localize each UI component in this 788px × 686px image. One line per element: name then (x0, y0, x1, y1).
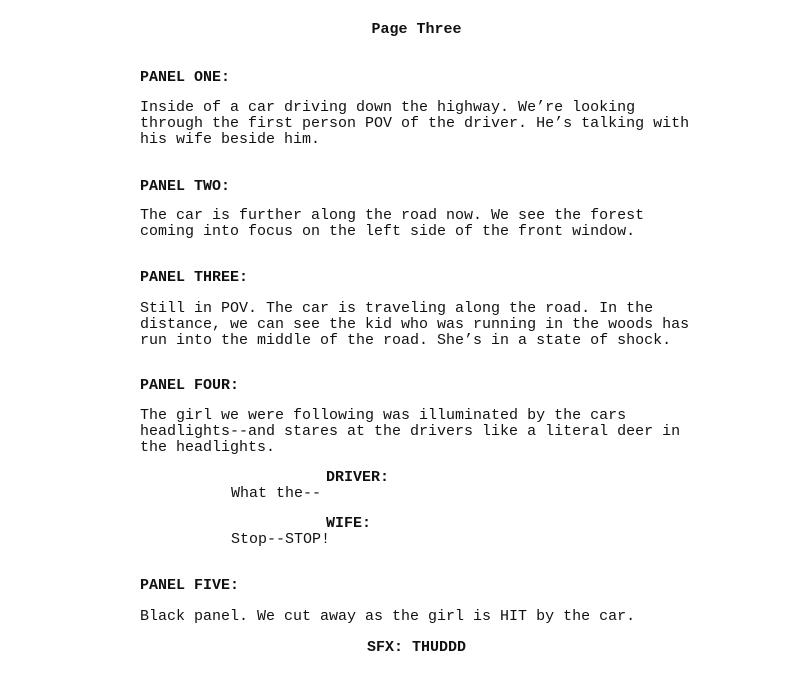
panel-description-line: Black panel. We cut away as the girl is HIT by the car. (140, 608, 636, 625)
panel-description-line: The car is further along the road now. We see the forest (140, 207, 645, 224)
dialogue-line: What the-- (231, 485, 322, 502)
panel-description-line: The girl we were following was illuminated by the cars (140, 407, 627, 424)
panel-description-line: headlights--and stares at the drivers like a literal deer in (140, 423, 681, 440)
panel-heading: PANEL FOUR: (140, 377, 240, 394)
panel-description-line: his wife beside him. (140, 131, 321, 148)
panel-description-line: Still in POV. The car is traveling along the road. In the (140, 300, 654, 317)
dialogue-line: Stop--STOP! (231, 531, 331, 548)
panel-heading: PANEL THREE: (140, 269, 249, 286)
character-name: WIFE: (326, 515, 372, 532)
panel-description-line: run into the middle of the road. She’s in a state of shock. (140, 332, 672, 349)
sound-effect: SFX: THUDDD (366, 639, 467, 656)
panel-description-line: Inside of a car driving down the highway. We’re looking (140, 99, 636, 116)
panel-description-line: the headlights. (140, 439, 276, 456)
character-name: DRIVER: (326, 469, 390, 486)
panel-description-line: coming into focus on the left side of the front window. (140, 223, 636, 240)
panel-description-line: distance, we can see the kid who was running in the woods has (140, 316, 690, 333)
panel-description-line: through the first person POV of the driver. He’s talking with (140, 115, 690, 132)
page-title: Page Three (371, 21, 462, 38)
panel-heading: PANEL FIVE: (140, 577, 240, 594)
panel-heading: PANEL TWO: (140, 178, 231, 195)
panel-heading: PANEL ONE: (140, 69, 231, 86)
